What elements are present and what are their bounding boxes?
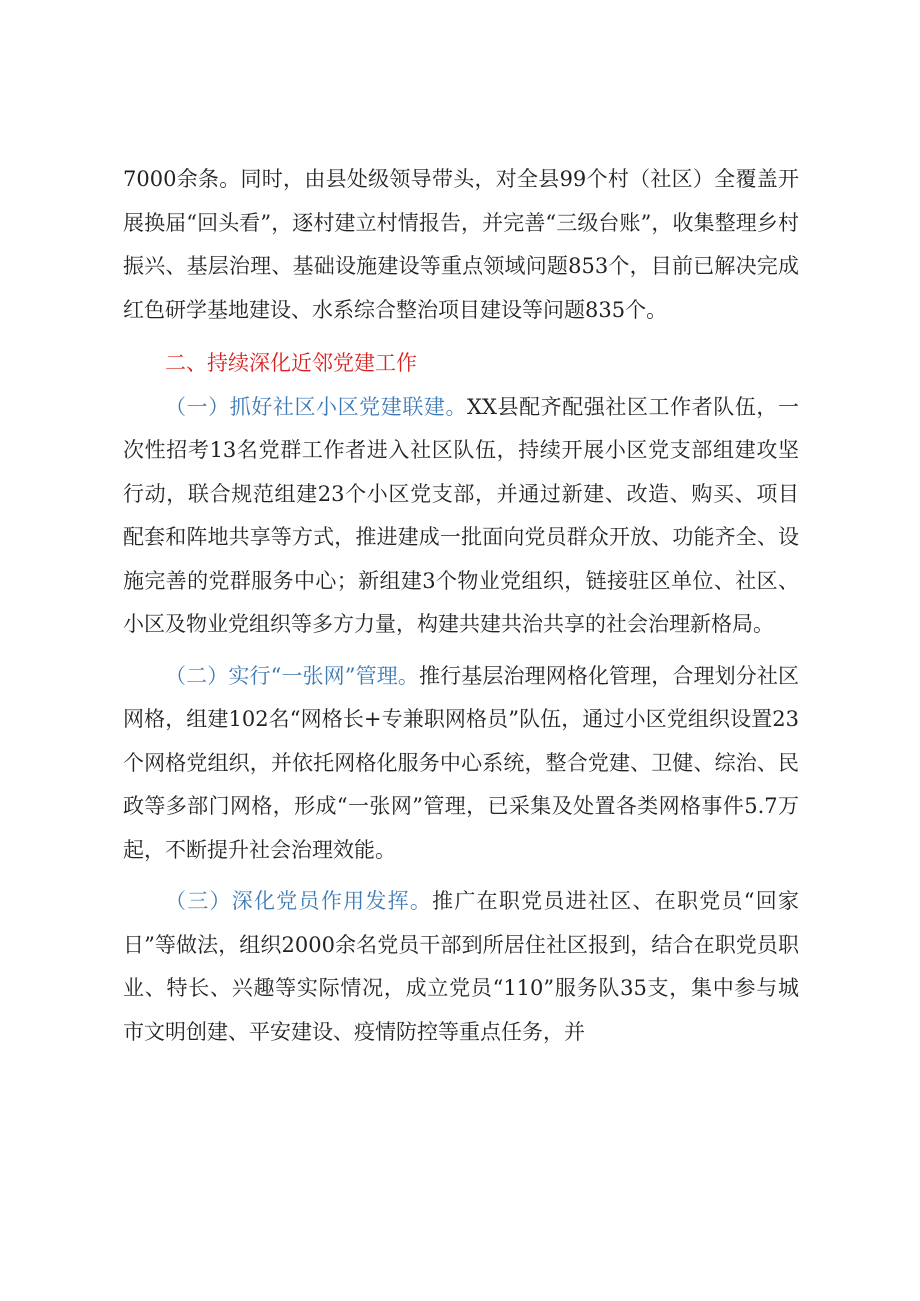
subheading-1: （一）抓好社区小区党建联建。: [165, 394, 468, 419]
subheading-3: （三）深化党员作用发挥。: [165, 889, 433, 913]
paragraph-text-2: 推行基层治理网格化管理，合理划分社区网格，组建102名“网格长+专兼职网格员”队伍，通过小区党组织设置23个网格党组织，并依托网格化服务中心系统，整合党建、卫健、综治、民政等多部门网格，形成“一张网”管理，已采集及处置各类网格事件5.7万起，不断提升社会治理效能。: [123, 663, 799, 862]
section-heading: 二、持续深化近邻党建工作: [165, 351, 417, 375]
document-body: [123, 158, 799, 1054]
paragraph-item-3: [123, 880, 799, 1054]
subheading-2: （二）实行“一张网”管理。: [165, 663, 419, 688]
continuation-paragraph: 7000余条。同时，由县处级领导带头，对全县99个村（社区）全覆盖开展换届“回头看”，逐村建立村情报告，并完善“三级台账”，收集整理乡村振兴、基层治理、基础设施建设等重点领域问题853个，目前已解决完成红色研学基地建设、水系综合整治项目建设等问题835个。: [123, 167, 799, 322]
paragraph-item-2: [123, 655, 799, 873]
paragraph-text-3: 推广在职党员进社区、在职党员“回家日”等做法，组织2000余名党员干部到所居住社区报到，结合在职党员职业、特长、兴趣等实际情况，成立党员“110”服务队35支，集中参与城市文明创建、平安建设、疫情防控等重点任务，并: [123, 889, 800, 1044]
paragraph-text-1: XX县配齐配强社区工作者队伍，一次性招考13名党群工作者进入社区队伍，持续开展小区党支部组建攻坚行动，联合规范组建23个小区党支部，并通过新建、改造、购买、项目配套和阵地共享等方式，推进建成一批面向党员群众开放、功能齐全、设施完善的党群服务中心；新组建3个物业党组织，链接驻区单位、社区、小区及物业党组织等多方力量，构建共建共治共享的社会治理新格局。: [123, 394, 799, 636]
paragraph-item-1: [123, 386, 799, 647]
